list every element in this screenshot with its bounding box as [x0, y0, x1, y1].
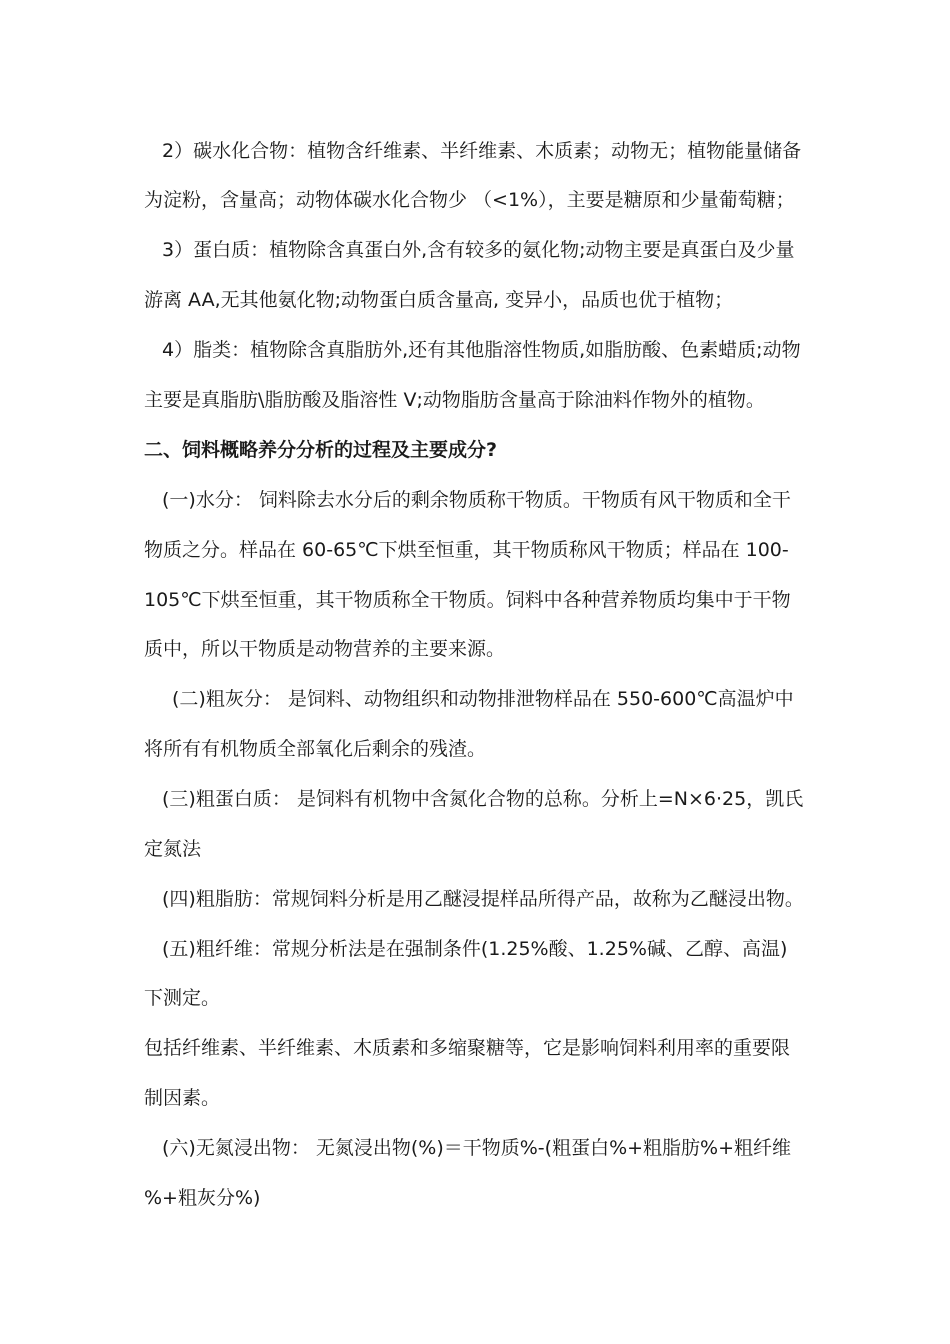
text-line-carbohydrate-2: 为淀粉，含量高；动物体碳水化合物少 （<1%），主要是糖原和少量葡萄糖； [144, 189, 795, 211]
text-line-crude-fiber-2: 下测定。 [144, 987, 221, 1009]
text-line-protein-2: 游离 AA,无其他氨化物;动物蛋白质含量高, 变异小，品质也优于植物； [144, 289, 734, 311]
text-line-moisture-1: (一)水分： 饲料除去水分后的剩余物质称干物质。干物质有风干物质和全干 [162, 489, 791, 511]
text-line-nfe-2: %+粗灰分%) [144, 1187, 261, 1209]
text-line-ash-1: (二)粗灰分： 是饲料、动物组织和动物排泄物样品在 550-600℃高温炉中 [172, 688, 794, 710]
section-heading: 二、饲料概略养分分析的过程及主要成分? [144, 439, 498, 461]
text-line-crude-fiber-3: 包括纤维素、半纤维素、木质素和多缩聚糖等，它是影响饲料利用率的重要限 [144, 1037, 791, 1059]
text-line-crude-fiber-1: (五)粗纤维：常规分析法是在强制条件(1.25%酸、1.25%碱、乙醇、高温) [162, 938, 788, 960]
text-line-carbohydrate-1: 2）碳水化合物：植物含纤维素、半纤维素、木质素；动物无；植物能量储备 [162, 140, 802, 162]
text-line-crude-fat: (四)粗脂肪：常规饲料分析是用乙醚浸提样品所得产品，故称为乙醚浸出物。 [162, 888, 804, 910]
text-line-moisture-2: 物质之分。样品在 60-65℃下烘至恒重，其干物质称风干物质；样品在 100- [144, 539, 789, 561]
text-line-protein-1: 3）蛋白质：植物除含真蛋白外,含有较多的氨化物;动物主要是真蛋白及少量 [162, 239, 795, 261]
text-line-lipid-2: 主要是真脂肪\脂肪酸及脂溶性 V;动物脂肪含量高于除油料作物外的植物。 [144, 389, 765, 411]
text-line-ash-2: 将所有有机物质全部氧化后剩余的残渣。 [144, 738, 487, 760]
text-line-crude-protein-2: 定氮法 [144, 838, 202, 860]
text-line-lipid-1: 4）脂类：植物除含真脂肪外,还有其他脂溶性物质,如脂肪酸、色素蜡质;动物 [162, 339, 801, 361]
text-line-crude-fiber-4: 制因素。 [144, 1087, 221, 1109]
text-line-moisture-3: 105℃下烘至恒重，其干物质称全干物质。饲料中各种营养物质均集中于干物 [144, 589, 791, 611]
text-line-crude-protein-1: (三)粗蛋白质： 是饲料有机物中含氮化合物的总称。分析上=N×6·25，凯氏 [162, 788, 804, 810]
text-line-nfe-1: (六)无氮浸出物： 无氮浸出物(%)＝干物质%-(粗蛋白%+粗脂肪%+粗纤维 [162, 1137, 792, 1159]
text-line-moisture-4: 质中，所以干物质是动物营养的主要来源。 [144, 638, 506, 660]
